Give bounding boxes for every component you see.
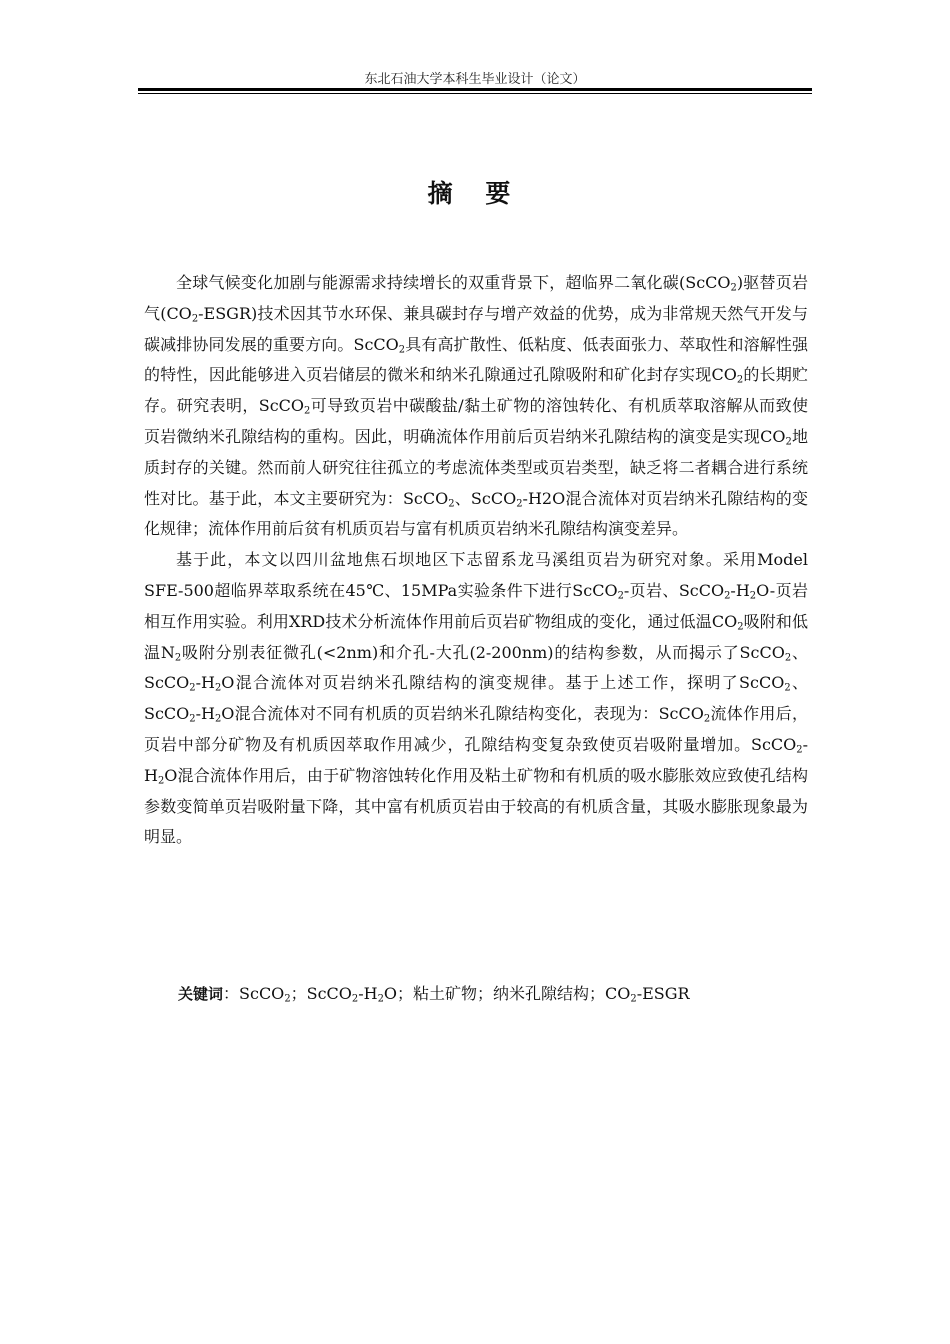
header-rule-thin [138, 93, 812, 94]
keywords-line [178, 982, 690, 1006]
keywords-label: 关键词 [178, 985, 224, 1003]
header-rule-thick [138, 88, 812, 91]
abstract-paragraph-2: 基于此，本文以四川盆地焦石坝地区下志留系龙马溪组页岩为研究对象。采用Model SFE-500超临界萃取系统在45℃、15MPa实验条件下进行ScCO$_2$-页岩、$ScCO_2-H_2O-$页岩相互作用实验。利用XRD技术分析流体作用前后页岩矿物组成的变化，通过低温$CO_2$吸附和低温$N_2$吸附分别表征微孔(<2nm)和介孔-大孔(2-200nm)的结构参数，从而揭示了ScCO$_2$、$ScCO_2-H_2O$混合流体对页岩纳米孔隙结构的演变规律。基于上述工作，探明了ScCO$_2$、$ScCO_2-H_2O$混合流体对不同有机质的页岩纳米孔隙结构变化，表现为：ScCO$_2$流体作用后，页岩中部分矿物及有机质因萃取作用减少，孔隙结构变复杂致使页岩吸附量增加。$ScCO_2-H_2O$混合流体作用后，由于矿物溶蚀转化作用及粘土矿物和有机质的吸水膨胀效应致使孔结构参数变简单页岩吸附量下降，其中富有机质页岩由于较高的有机质含量，其吸水膨胀现象最为明显。 [144, 550, 808, 847]
abstract-body [144, 268, 808, 853]
keywords-list: ：ScCO$_2$；$ScCO_2-H_2O$；粘土矿物；纳米孔隙结构；$CO_2$-ESGR [223, 984, 690, 1005]
running-header: 东北石油大学本科生毕业设计（论文） [364, 72, 586, 87]
abstract-paragraph-1: 全球气候变化加剧与能源需求持续增长的双重背景下，超临界二氧化碳(ScCO$_2$)驱替页岩气$(CO_2-ESGR)$技术因其节水环保、兼具碳封存与增产效益的优势，成为非常规天然气开发与碳减排协同发展的重要方向。ScCO$_2$具有高扩散性、低粘度、低表面张力、萃取性和溶解性强的特性，因此能够进入页岩储层的微米和纳米孔隙通过孔隙吸附和矿化封存实现$CO_2$的长期贮存。研究表明，ScCO$_2$可导致页岩中碳酸盐/黏土矿物的溶蚀转化、有机质萃取溶解从而致使页岩微纳米孔隙结构的重构。因此，明确流体作用前后页岩纳米孔隙结构的演变是实现$CO_2$地质封存的关键。然而前人研究往往孤立的考虑流体类型或页岩类型，缺乏将二者耦合进行系统性对比。基于此，本文主要研究为：ScCO$_2$、ScCO$_2$-H2O混合流体对页岩纳米孔隙结构的变化规律；流体作用前后贫有机质页岩与富有机质页岩纳米孔隙结构演变差异。 [144, 273, 808, 539]
abstract-title: 摘 要 [427, 179, 523, 208]
